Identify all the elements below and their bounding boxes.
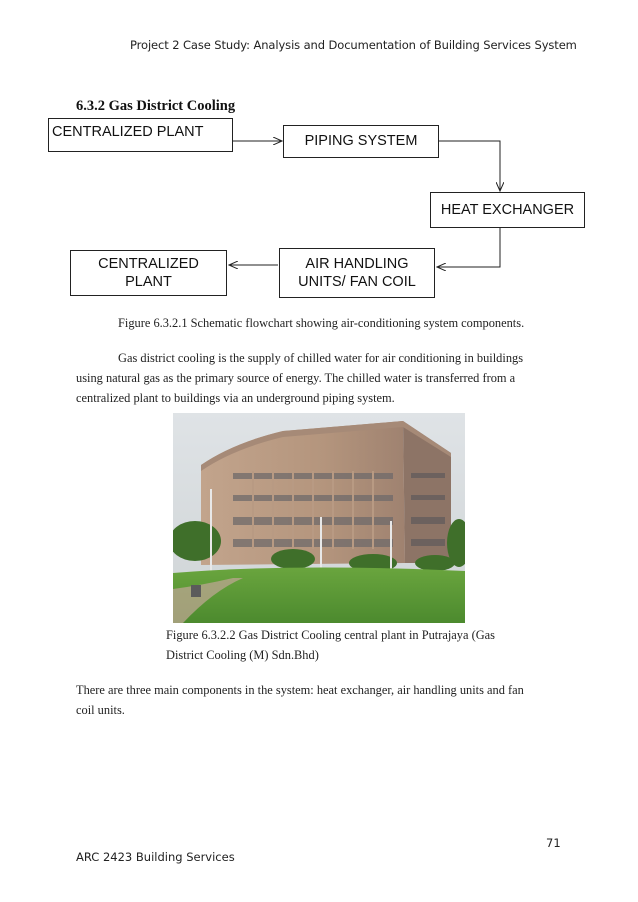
figure-caption-photo-line1: Figure 6.3.2.2 Gas District Cooling central plant in Putrajaya (Gas <box>166 628 495 642</box>
flow-box-air-handling-units <box>279 248 435 298</box>
flow-box-centralized-plant-return <box>70 250 227 296</box>
flow-box-label: HEAT EXCHANGER <box>440 201 575 218</box>
flow-box-centralized-plant <box>48 118 233 152</box>
section-title: 6.3.2 Gas District Cooling <box>76 98 236 114</box>
running-footer: ARC 2423 Building Services <box>76 850 235 864</box>
flow-box-label-line1: CENTRALIZED <box>98 255 199 272</box>
flow-box-heat-exchanger <box>430 192 585 228</box>
arrow-exchanger-to-ahu <box>437 228 500 267</box>
paragraph-line: coil units. <box>76 703 125 717</box>
flow-box-label-line1: AIR HANDLING <box>305 255 409 272</box>
flow-box-label-line2: PLANT <box>125 274 172 290</box>
arrow-piping-to-exchanger <box>439 141 500 191</box>
flow-box-piping-system <box>283 125 439 158</box>
flow-box-label: CENTRALIZED PLANT <box>52 124 204 140</box>
figure-caption-flowchart: Figure 6.3.2.1 Schematic flowchart showing air-conditioning system components. <box>118 316 525 330</box>
paragraph-line: There are three main components in the system: heat exchanger, air handling units and fan <box>76 683 524 697</box>
page-number: 71 <box>546 836 561 850</box>
running-header: Project 2 Case Study: Analysis and Documentation of Building Services System <box>130 38 577 52</box>
paragraph-line: Gas district cooling is the supply of chilled water for air conditioning in buildings <box>118 351 524 365</box>
flow-box-label: PIPING SYSTEM <box>304 133 418 150</box>
paragraph-line: centralized plant to buildings via an underground piping system. <box>76 391 395 405</box>
flow-box-label-line2: UNITS/ FAN COIL <box>298 274 416 290</box>
paragraph-line: using natural gas as the primary source of energy. The chilled water is transferred from a <box>76 371 516 385</box>
building-photo <box>173 413 465 623</box>
figure-caption-photo-line2: District Cooling (M) Sdn.Bhd) <box>166 648 319 662</box>
